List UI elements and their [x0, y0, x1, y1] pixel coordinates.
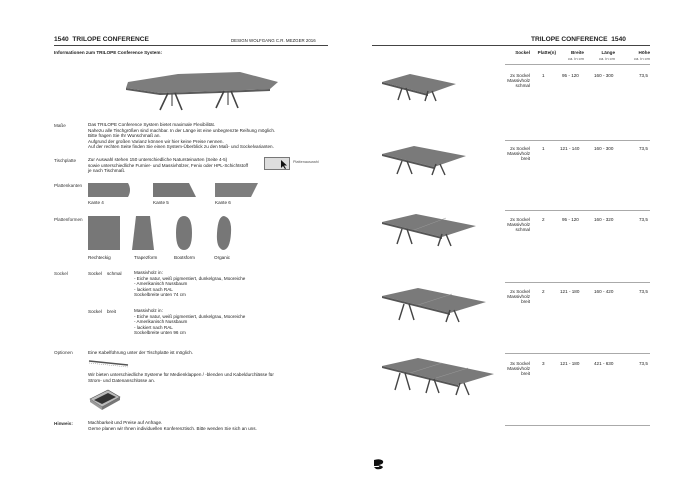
table-variant-image [380, 352, 498, 398]
table-variant-image [380, 140, 470, 178]
row-4-sockel-line: breit [521, 299, 530, 304]
row-4-sockel-line: 2x Sockel [510, 289, 530, 294]
table-variant-image [380, 282, 490, 326]
masse-text [88, 122, 275, 150]
row-2-sockel-line: 2x Sockel [510, 146, 530, 151]
form-boot-label: Bootsform [174, 255, 195, 260]
row-3-sockel [505, 217, 530, 232]
row-3-sockel-line: schmal [515, 227, 530, 232]
row-5-sockel-line: Massivholz [507, 366, 530, 371]
sockel-breit-line: - Eiche natur, weiß pigmentiert, dunkelgrau, Mooreiche [134, 313, 246, 319]
table-header-rule [505, 64, 650, 65]
plattenkanten-label: Plattenkanten [54, 183, 83, 188]
kante-5-label: Kante 5 [153, 200, 169, 205]
tischplatte-text [88, 157, 248, 174]
sockel-breit-text [134, 308, 245, 336]
form-organic [217, 216, 231, 250]
row-4-breite: 121 - 180 [560, 289, 580, 294]
row-3-hoehe: 73,5 [639, 217, 648, 222]
row-rule [505, 353, 650, 354]
kante-6-swatch [215, 181, 259, 197]
medienklappe-image [88, 387, 122, 413]
plattenformen-shapes [88, 216, 248, 252]
sockel-schmal-text [134, 270, 245, 298]
form-trapez-label: Trapezform [134, 255, 158, 260]
form-boot [176, 216, 192, 250]
tischplatte-line: Zur Auswahl stehen 150 unterschiedliche Natursteinarten (Seite 4-5) [88, 157, 228, 162]
row-4-laenge: 160 - 420 [594, 289, 614, 294]
right-header-rule [372, 45, 650, 46]
hinweis-label: Hinweis: [54, 421, 73, 426]
table-variant-image [380, 68, 460, 104]
masse-line: Das TRILOPE Conference System bietet maximale Flexibilität. [88, 122, 216, 127]
left-header [54, 36, 149, 43]
row-2-laenge: 160 - 300 [594, 146, 614, 151]
col-platten: Platte(n) [537, 50, 556, 55]
sockel-word: Sockel [88, 271, 102, 276]
row-3-sockel-line: Massivholz [507, 222, 530, 227]
col-laenge-unit: ca. in cm [598, 56, 615, 61]
col-hoehe: Höhe [638, 50, 650, 55]
sockel-schmal-line: - Amerikanisch Nussbaum [134, 281, 188, 287]
kante-5-swatch [153, 181, 197, 197]
row-1-breite: 95 - 120 [562, 73, 579, 78]
sockel-breit-type: breit [107, 309, 116, 314]
sockel-schmal-line: Massivholz in: [134, 270, 163, 275]
row-1-sockel [505, 73, 530, 88]
masse-line: Nahezu alle Tischgrößen sind machbar. In der Länge ist eine unbegrenzte Reihung möglich. [88, 127, 276, 133]
masse-label: Maße [54, 123, 66, 128]
plattenauswahl-thumbnail[interactable] [264, 157, 290, 170]
sockel-breit-line: - Amerikanisch Nussbaum [134, 319, 188, 325]
row-rule [505, 140, 650, 141]
design-credit: DESIGN WOLFGANG C.R. MEZGER 2016 [231, 38, 316, 43]
hinweis-line: Gerne planen wir Ihnen individuellen Konferenztisch. Bitte wenden Sie sich an uns. [88, 425, 257, 431]
form-trapez [132, 216, 154, 250]
kante-4-label: Kante 4 [88, 200, 104, 205]
row-3-breite: 95 - 120 [562, 217, 579, 222]
kabelfuehrung-image [88, 358, 130, 368]
cursor-arrow-icon [280, 160, 288, 169]
masse-line: Bitte fragen Sie Ihr Wunschmaß an. [88, 133, 161, 139]
row-2-sockel [505, 146, 530, 161]
tischplatte-label: Tischplatte [54, 158, 77, 163]
sockel-label: Sockel [54, 271, 68, 276]
brand-logo-icon [372, 458, 386, 470]
sockel-breit-line: Sockelbreite unten 96 cm [134, 330, 186, 336]
row-4-sockel-line: Massivholz [507, 294, 530, 299]
form-organic-label: Organic [214, 255, 231, 260]
sockel-schmal-line: Sockelbreite unten 74 cm [134, 292, 186, 298]
right-header [531, 36, 626, 43]
form-rechteckig-label: Rechteckig [88, 255, 111, 260]
col-breite: Breite [570, 50, 584, 55]
row-4-hoehe: 73,5 [639, 289, 648, 294]
row-3-sockel-line: 2x Sockel [510, 217, 530, 222]
row-3-laenge: 160 - 320 [594, 217, 614, 222]
table-variant-image [380, 208, 480, 250]
row-rule [505, 210, 650, 211]
left-title: TRILOPE CONFERENCE [72, 36, 149, 43]
tischplatte-line: je nach Tischmaß. [88, 168, 126, 174]
optionen-text-2 [88, 372, 274, 383]
row-rule [505, 425, 650, 426]
sockel-schmal-line: - Eiche natur, weiß pigmentiert, dunkelgrau, Mooreiche [134, 275, 246, 281]
masse-line: Auf der rechten Seite finden Sie einen System-Überblick zu den Maß- und Sockelvarianten. [88, 144, 274, 150]
row-5-breite: 121 - 180 [560, 361, 580, 366]
sockel-breit-line: - lackiert nach RAL [134, 324, 173, 330]
row-1-sockel-line: schmal [515, 83, 530, 88]
hinweis-line: Machbarkeit und Preise auf Anfrage. [88, 420, 163, 425]
row-5-hoehe: 73,5 [639, 361, 648, 366]
hero-table-image [120, 62, 285, 114]
row-4-platten: 2 [542, 289, 545, 294]
plattenformen-label: Plattenformen [54, 217, 83, 222]
row-5-sockel [505, 361, 530, 376]
row-1-hoehe: 73,5 [639, 73, 648, 78]
row-rule [505, 282, 650, 283]
row-5-laenge: 421 - 630 [594, 361, 614, 366]
col-sockel: Sockel [515, 50, 530, 55]
row-2-hoehe: 73,5 [639, 146, 648, 151]
optionen-line-2: Strom- und Datenanschlüsse an. [88, 377, 155, 383]
optionen-line-2: Wir bieten unterschiedliche Systeme für Medienklappen / -blenden und Kabeldurchlässe für [88, 372, 274, 377]
sockel-word-2: Sockel [88, 309, 102, 314]
row-5-platten: 3 [542, 361, 545, 366]
row-3-platten: 2 [542, 217, 545, 222]
optionen-line: Eine Kabelführung unter der Tischplatte ist möglich. [88, 350, 193, 355]
row-2-sockel-line: Massivholz [507, 151, 530, 156]
optionen-label: Optionen [54, 350, 73, 355]
col-laenge: Länge [601, 50, 615, 55]
tischplatte-line: sowie unterschiedliche Furnier- und Massivhölzer, Fenix oder HPL-Schichtstoff [88, 162, 249, 168]
row-1-platten: 1 [542, 73, 545, 78]
right-code: 1540 [611, 36, 626, 43]
row-5-sockel-line: breit [521, 371, 530, 376]
sockel-breit-line: Massivholz in: [134, 308, 163, 313]
row-2-breite: 121 - 140 [560, 146, 580, 151]
form-rechteckig [88, 216, 120, 250]
row-1-laenge: 160 - 300 [594, 73, 614, 78]
row-5-sockel-line: 3x Sockel [510, 361, 530, 366]
left-code: 1540 [54, 36, 69, 43]
left-header-rule [54, 45, 328, 46]
kante-6-label: Kante 6 [215, 200, 231, 205]
row-1-sockel-line: Massivholz [507, 78, 530, 83]
masse-line: Aufgrund der großen Varianz können wir hier keine Preise nennen. [88, 138, 224, 144]
right-title: TRILOPE CONFERENCE [531, 36, 608, 43]
row-4-sockel [505, 289, 530, 304]
info-heading: Informationen zum TRILOPE Conference System: [54, 50, 162, 55]
row-1-sockel-line: 2x Sockel [510, 73, 530, 78]
sockel-schmal-type: schmal [107, 271, 122, 276]
sockel-schmal-line: - lackiert nach RAL [134, 286, 173, 292]
col-hoehe-unit: ca. in cm [633, 56, 650, 61]
row-2-platten: 1 [542, 146, 545, 151]
plattenauswahl-caption: Plattenauswahl [293, 160, 319, 164]
kante-4-swatch [88, 181, 132, 197]
col-breite-unit: ca. in cm [567, 56, 584, 61]
hinweis-text [88, 420, 257, 431]
row-2-sockel-line: breit [521, 156, 530, 161]
